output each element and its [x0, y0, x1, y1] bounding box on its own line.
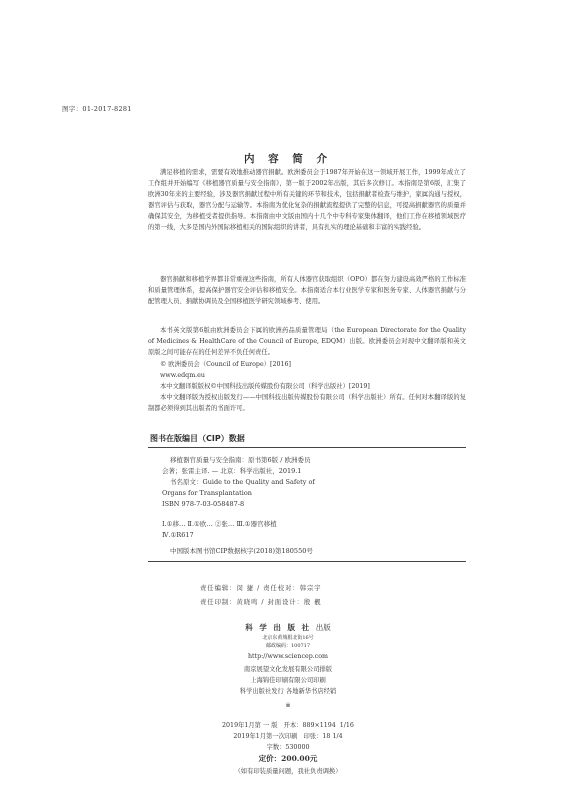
publisher-name: 科 学 出 版 社	[245, 623, 312, 632]
production-credits: 责任印制：黄晓鸣 / 封面设计：殷 靓	[200, 599, 322, 606]
cip-record-number: 中国版本图书馆CIP数据核字(2018)第180550号	[170, 547, 313, 555]
printing-line: 2019年1月第一次印刷 印张：18 1/4	[233, 733, 343, 740]
cip-line: 移植器官质量与安全指南：原书第6版 / 欧洲委员	[170, 456, 311, 464]
summary-paragraph-1: 满足移植的需求，需要有效地推动器官捐献。欧洲委员会于1987年开始在这一领域开展工作，1999年成立了工作组并开始编写《移植器官质量与安全指南》，第一版于2002年出版，其后多次修订。本指南是第6版，汇集了欧洲30年来的主要经验，涉及器官捐献过程中所有关键的环节和技术，包括捐献者检查与维护，家属沟通与授权，器官评估与获取，器官分配与运输等。本指南为优化复杂的捐献流程提供了完整的信息，可提高捐献器官的质量并确保其安全，为移植受者提供指导。本指南由中文版由国内十几个中专科专家集体翻译，他们工作在移植领域医疗的第一线，大多是国内外国际移植相关的国际组织的讲者，具有扎实的理论基础和丰富的实践经验。	[148, 169, 466, 231]
cip-classification: Ⅳ.①R617	[162, 531, 194, 539]
chinese-copyright-line: 本中文翻译版版权©中国科技出版传媒股份有限公司（科学出版社）[2019]	[160, 383, 370, 390]
publisher-block	[0, 622, 576, 633]
typesetting-credit: 南京展望文化发展有限公司排版	[243, 666, 333, 673]
edqm-url: www.edqm.eu	[160, 372, 205, 379]
publisher-address: 北京东黄城根北街16号	[262, 635, 314, 641]
edition-line: 2019年1月第 一 版 开本：889×1194 1/16	[222, 722, 354, 729]
publisher-postcode: 邮政编码：100717	[265, 643, 311, 649]
separator-mark: ※	[285, 702, 291, 709]
cip-line: 书名原文：Guide to the Quality and Safety of	[170, 478, 315, 486]
publisher-suffix: 出版	[315, 623, 331, 632]
printing-credit: 上海锦佳印刷有限公司印刷	[250, 677, 326, 684]
cip-bottom-rule	[148, 561, 466, 562]
license-notice: 本中文翻译版为授权出版发行——中国科技出版传媒股份有限公司（科学出版社）所有。任何对本翻译版的复制都必须得到其出版者的书面许可。	[148, 394, 466, 412]
quality-note: （如有印装质量问题，我社负责调换）	[234, 768, 342, 775]
copyright-line: © 欧洲委员会（Council of Europe）[2016]	[160, 361, 291, 368]
copyright-note: 本书英文版第6版由欧洲委员会下属的欧洲药品质量管理局（the European Directorate for the Quality of Medicines & HealthCare of the Council of Europe, EDQM）出版。欧洲委员会对现中文翻译版和英文原版之间可能存在的任何差异不负任何责任。	[148, 327, 466, 356]
summary-paragraph-2: 器官捐献和移植学界都非常重视这些指南，所有人体器官获取组织（OPO）都在努力建设高效严格的工作标准和质量管理体系，提高保护器官安全评估和移植安全。本指南适合本行业医学专家和医务专家、人体器官捐献与分配管理人员、捐献协调员及全国移植医学研究领域参考、使用。	[148, 276, 466, 305]
summary-title: 内 容 简 介	[244, 153, 332, 165]
cip-heading: 图书在版编目（CIP）数据	[150, 434, 245, 443]
registration-number: 图字：01-2017-8281	[62, 105, 132, 113]
cip-isbn: ISBN 978-7-03-058487-8	[162, 500, 245, 508]
cip-line: Organs for Transplantation	[162, 489, 252, 497]
word-count: 字数：530000	[266, 744, 310, 751]
publisher-url: http://www.sciencep.com	[247, 653, 329, 660]
cip-line: 会著；张雷主译. — 北京：科学出版社，2019.1	[162, 467, 302, 475]
cip-top-rule	[148, 447, 466, 448]
editor-credits: 责任编辑：闵 捷 / 责任校对：韩宗宇	[200, 585, 322, 592]
price: 定价：200.00元	[258, 754, 318, 763]
cip-classification: Ⅰ.①移… Ⅱ.①欧… ②张… Ⅲ.①器官移植	[162, 520, 277, 528]
distribution-credit: 科学出版社发行 各地新华书店经销	[239, 688, 337, 695]
